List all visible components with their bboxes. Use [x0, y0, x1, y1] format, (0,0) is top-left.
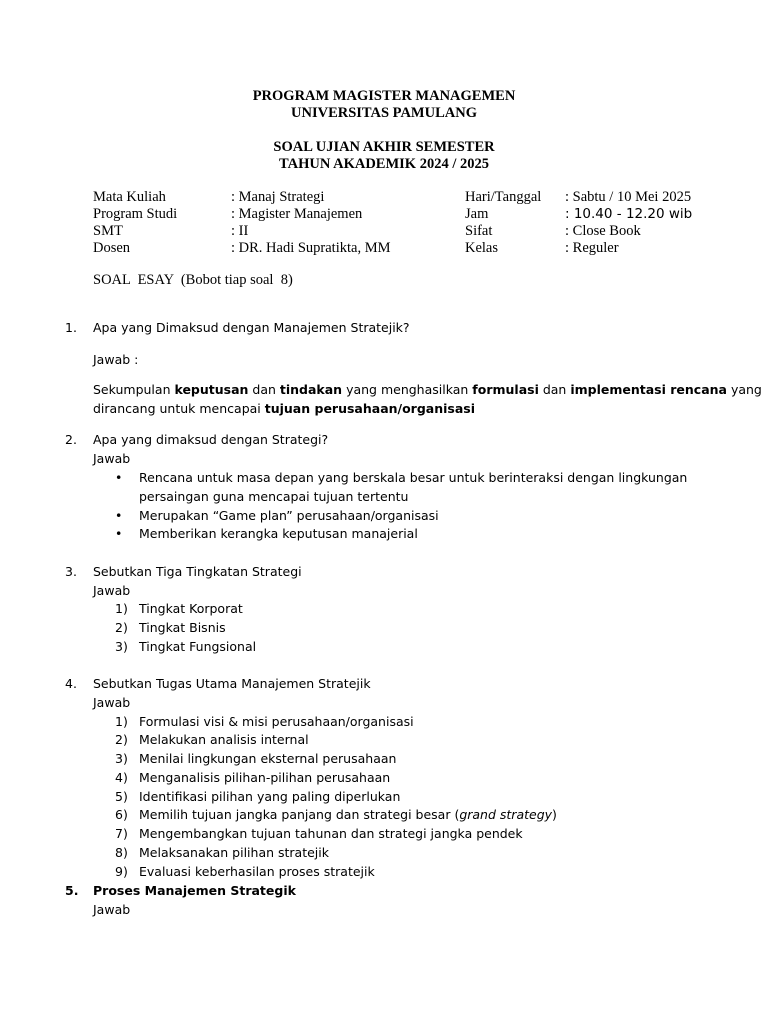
question-number: 2.: [65, 432, 77, 447]
exam-title: SOAL UJIAN AKHIR SEMESTER: [273, 139, 495, 155]
list-item: Mengembangkan tujuan tahunan dan strategi jangka pendek: [139, 826, 523, 841]
bullet-icon: •: [115, 470, 123, 485]
list-item: Tingkat Fungsional: [139, 639, 257, 654]
answer-keyword: formulasi: [472, 382, 539, 397]
question-text: Proses Manajemen Strategik: [93, 883, 296, 898]
info-value: : Close Book: [565, 223, 641, 239]
answer-keyword: keputusan: [174, 382, 249, 397]
info-value: : Magister Manajemen: [231, 206, 363, 222]
program-title: PROGRAM MAGISTER MANAGEMEN: [252, 88, 516, 104]
list-item: Tingkat Korporat: [139, 601, 243, 616]
university-title: UNIVERSITAS PAMULANG: [291, 105, 477, 121]
list-item: Melakukan analisis internal: [139, 732, 309, 747]
list-item: Formulasi visi & misi perusahaan/organisasi: [139, 714, 414, 729]
question-number: 4.: [65, 676, 77, 691]
list-item-text: Memilih tujuan jangka panjang dan strategi besar (: [139, 807, 460, 822]
info-value: : Reguler: [565, 240, 619, 256]
list-item: Menilai lingkungan eksternal perusahaan: [139, 751, 397, 766]
list-item: Evaluasi keberhasilan proses stratejik: [139, 864, 375, 879]
bullet-icon: •: [115, 508, 123, 523]
list-item: [139, 805, 557, 824]
list-item: Identifikasi pilihan yang paling diperlukan: [139, 789, 401, 804]
list-number: 9): [115, 864, 128, 879]
bullet-text: Rencana untuk masa depan yang berskala besar untuk berinteraksi dengan lingkungan: [139, 470, 688, 485]
question-text: Apa yang Dimaksud dengan Manajemen Stratejik?: [93, 320, 410, 335]
answer-fragment: yang menghasilkan: [342, 382, 473, 397]
info-row-smt: [93, 223, 733, 240]
info-value: : 10.40 - 12.20 wib: [565, 206, 693, 222]
answer-text: [93, 399, 475, 418]
answer-fragment: dirancang untuk mencapai: [93, 401, 265, 416]
answer-label: Jawab: [93, 902, 131, 917]
list-number: 5): [115, 789, 128, 804]
info-label: Hari/Tanggal: [465, 189, 542, 205]
bullet-icon: •: [115, 526, 123, 541]
bullet-text: Merupakan “Game plan” perusahaan/organisasi: [139, 508, 439, 523]
list-number: 1): [115, 714, 128, 729]
info-row-dosen: [93, 240, 733, 257]
info-value: : Sabtu / 10 Mei 2025: [565, 189, 692, 205]
bullet-text: Memberikan kerangka keputusan manajerial: [139, 526, 418, 541]
academic-year: TAHUN AKADEMIK 2024 / 2025: [279, 156, 489, 172]
info-value: : II: [231, 223, 249, 239]
question-number: 1.: [65, 320, 77, 335]
list-number: 3): [115, 751, 128, 766]
list-number: 3): [115, 639, 128, 654]
list-item-italic: grand strategy: [459, 807, 553, 822]
info-label: Program Studi: [93, 206, 178, 222]
info-value: : DR. Hadi Supratikta, MM: [231, 240, 391, 256]
answer-fragment: dan: [248, 382, 280, 397]
list-number: 1): [115, 601, 128, 616]
answer-keyword: implementasi rencana: [570, 382, 727, 397]
info-label: Jam: [465, 206, 489, 222]
answer-fragment: dan: [538, 382, 571, 397]
list-number: 7): [115, 826, 128, 841]
list-item: Melaksanakan pilihan stratejik: [139, 845, 329, 860]
answer-text: [93, 380, 762, 399]
answer-label: Jawab: [93, 695, 131, 710]
question-number: 5.: [65, 883, 79, 898]
answer-label: Jawab: [93, 583, 131, 598]
question-text: Sebutkan Tiga Tingkatan Strategi: [93, 564, 302, 579]
list-number: 4): [115, 770, 128, 785]
info-row-mata-kuliah: [93, 189, 733, 206]
info-label: Mata Kuliah: [93, 189, 166, 205]
essay-heading: SOAL ESAY (Bobot tiap soal 8): [93, 272, 293, 288]
answer-keyword: tujuan perusahaan/organisasi: [264, 401, 476, 416]
info-label: Sifat: [465, 223, 493, 239]
info-label: SMT: [93, 223, 123, 239]
list-item: Menganalisis pilihan-pilihan perusahaan: [139, 770, 391, 785]
list-item-text: ): [552, 807, 557, 822]
info-value: : Manaj Strategi: [231, 189, 325, 205]
question-text: Apa yang dimaksud dengan Strategi?: [93, 432, 329, 447]
list-item: Tingkat Bisnis: [139, 620, 226, 635]
info-label: Dosen: [93, 240, 131, 256]
list-number: 6): [115, 807, 128, 822]
bullet-text: persaingan guna mencapai tujuan tertentu: [139, 489, 409, 504]
info-row-program-studi: [93, 206, 733, 223]
answer-label: Jawab: [93, 451, 131, 466]
list-number: 8): [115, 845, 128, 860]
list-number: 2): [115, 732, 128, 747]
question-text: Sebutkan Tugas Utama Manajemen Stratejik: [93, 676, 371, 691]
question-number: 3.: [65, 564, 77, 579]
answer-fragment: Sekumpulan: [93, 382, 175, 397]
info-label: Kelas: [465, 240, 499, 256]
list-number: 2): [115, 620, 128, 635]
answer-label: Jawab :: [93, 352, 139, 367]
answer-keyword: tindakan: [279, 382, 343, 397]
answer-fragment: yang: [726, 382, 762, 397]
